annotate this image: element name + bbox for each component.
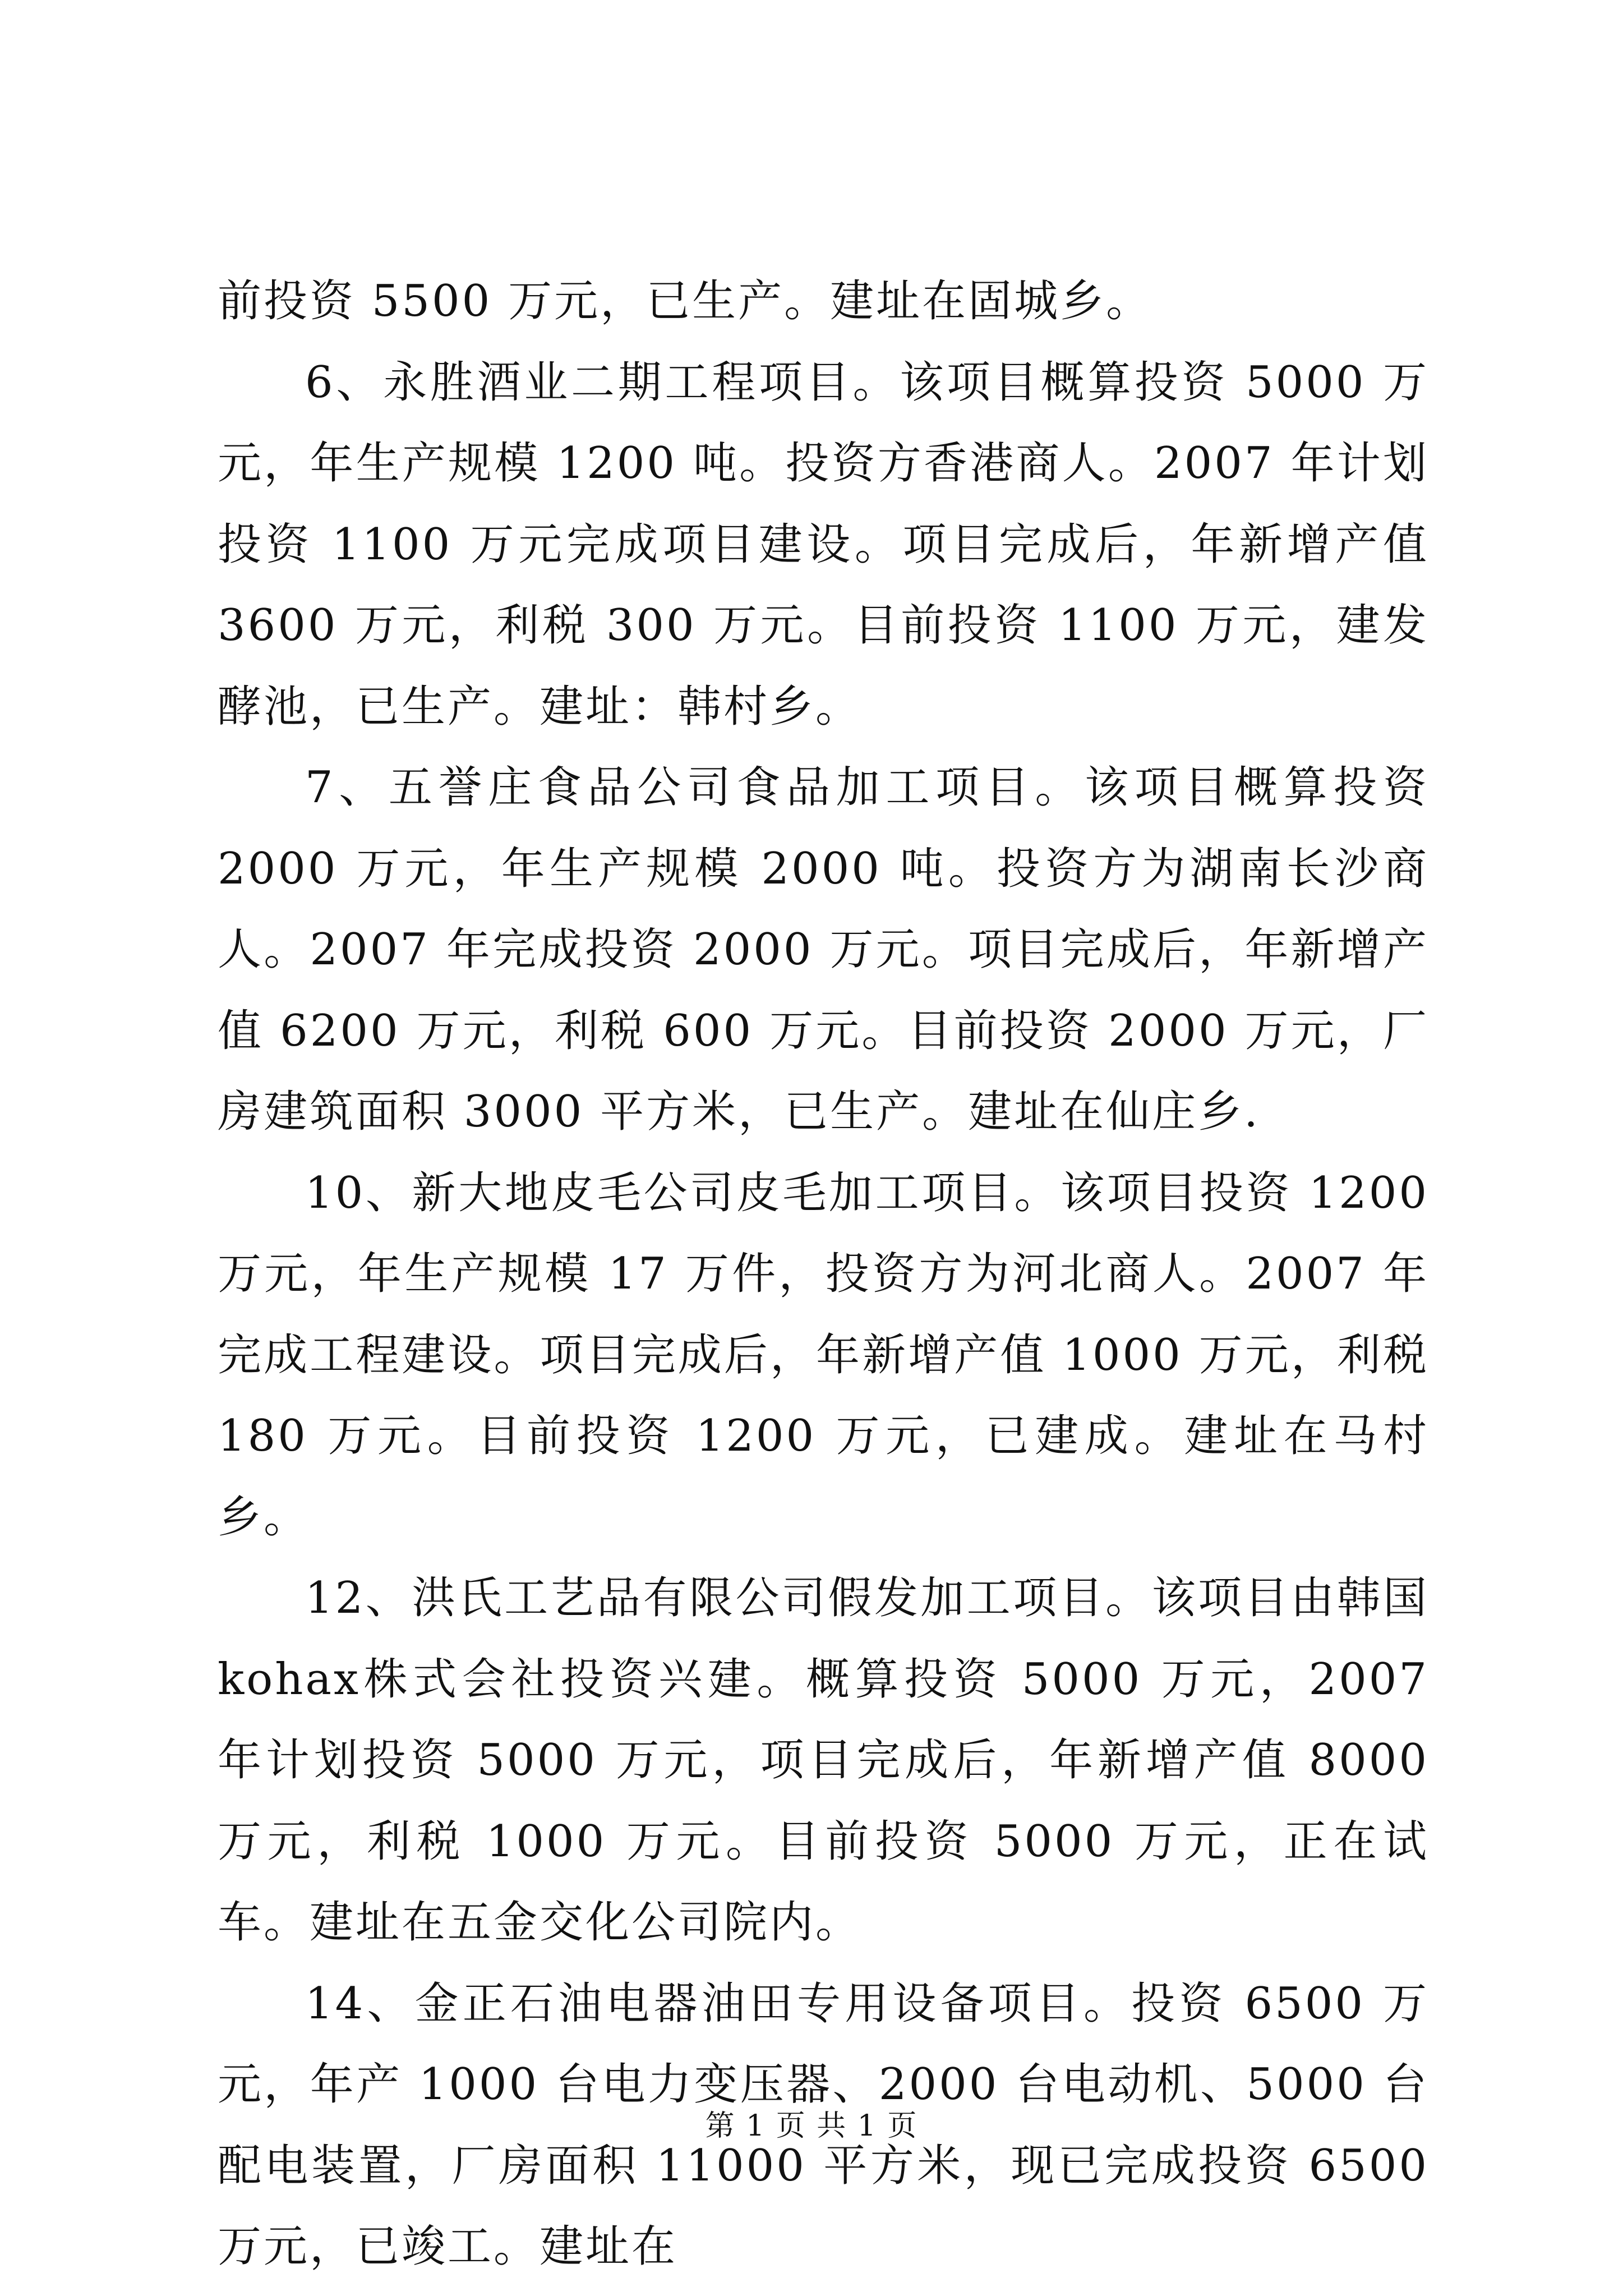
paragraph-continuation: 前投资 5500 万元，已生产。建址在固城乡。: [218, 276, 1152, 326]
paragraph-item-12: 12、洪氏工艺品有限公司假发加工项目。该项目由韩国kohax株式会社投资兴建。概算投资 5000 万元，2007 年计划投资 5000 万元，项目完成后，年新增产值 8000 万元，利税 1000 万元。目前投资 5000 万元，正在试车。建址在五金交化公司院内。: [218, 1573, 1429, 1948]
paragraph-item-14: 14、金正石油电器油田专用设备项目。投资 6500 万元，年产 1000 台电力变压器、2000 台电动机、5000 台配电装置，厂房面积 11000 平方米，现已完成投资 6500 万元，已竣工。建址在: [218, 1978, 1429, 2272]
paragraph-item-7: 7、五誉庄食品公司食品加工项目。该项目概算投资 2000 万元，年生产规模 2000 吨。投资方为湖南长沙商人。2007 年完成投资 2000 万元。项目完成后，年新增产值 6200 万元，利税 600 万元。目前投资 2000 万元，厂房建筑面积 3000 平方米，已生产。建址在仙庄乡.: [218, 762, 1429, 1137]
paragraph-item-10: 10、新大地皮毛公司皮毛加工项目。该项目投资 1200 万元，年生产规模 17 万件，投资方为河北商人。2007 年完成工程建设。项目完成后，年新增产值 1000 万元，利税 180 万元。目前投资 1200 万元，已建成。建址在马村乡。: [218, 1167, 1429, 1543]
paragraph-item-6: 6、永胜酒业二期工程项目。该项目概算投资 5000 万元，年生产规模 1200 吨。投资方香港商人。2007 年计划投资 1100 万元完成项目建设。项目完成后，年新增产值 3600 万元，利税 300 万元。目前投资 1100 万元，建发酵池，已生产。建址：韩村乡。: [218, 357, 1429, 732]
document-body: [218, 261, 1429, 2288]
page-footer: 第 1 页 共 1 页: [705, 2109, 918, 2143]
